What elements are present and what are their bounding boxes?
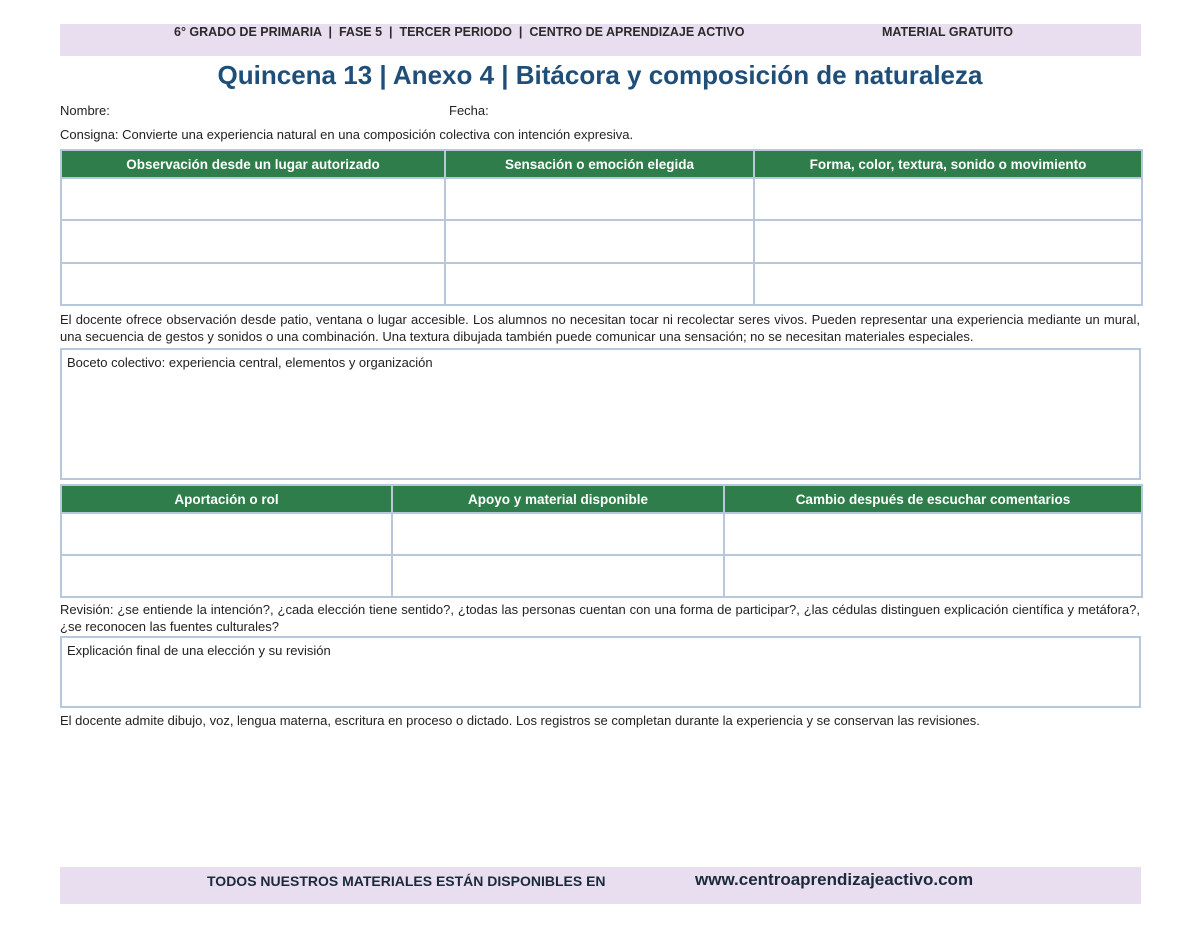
instruction-text: Consigna: Convierte una experiencia natural en una composición colectiva con intención expresiva. <box>60 127 634 142</box>
observation-table-header-row <box>61 150 1142 178</box>
table-row <box>61 178 1142 220</box>
table-cell[interactable] <box>61 220 445 263</box>
table-row <box>61 513 1142 555</box>
observation-table <box>60 149 1143 306</box>
change-column-header: Cambio después de escuchar comentarios <box>724 485 1142 513</box>
table-cell[interactable] <box>445 178 754 220</box>
review-questions-text: Revisión: ¿se entiende la intención?, ¿cada elección tiene sentido?, ¿todas las personas cuentan con una forma de participar?, ¿las cédulas distinguen explicación científica y metáfora?, ¿se reconocen las fuentes culturales? <box>60 602 1140 634</box>
table-cell[interactable] <box>392 513 724 555</box>
table-cell[interactable] <box>724 555 1142 597</box>
table-row <box>61 555 1142 597</box>
table-cell[interactable] <box>445 263 754 305</box>
sketch-box-label: Boceto colectivo: experiencia central, elementos y organización <box>67 355 433 370</box>
table-cell[interactable] <box>61 178 445 220</box>
footer-website-link[interactable]: www.centroaprendizajeactivo.com <box>695 870 974 889</box>
form-column-header: Forma, color, textura, sonido o movimiento <box>754 150 1142 178</box>
table-row <box>61 220 1142 263</box>
footer-text: TODOS NUESTROS MATERIALES ESTÁN DISPONIBLES EN <box>207 873 606 889</box>
table-cell[interactable] <box>724 513 1142 555</box>
final-explanation-box[interactable] <box>60 636 1141 708</box>
contribution-table <box>60 484 1143 598</box>
support-column-header: Apoyo y material disponible <box>392 485 724 513</box>
page-title: Quincena 13 | Anexo 4 | Bitácora y composición de naturaleza <box>217 60 983 90</box>
contribution-table-header-row <box>61 485 1142 513</box>
sketch-box[interactable] <box>60 348 1141 480</box>
emotion-column-header: Sensación o emoción elegida <box>445 150 754 178</box>
table-row <box>61 263 1142 305</box>
table-cell[interactable] <box>445 220 754 263</box>
table-cell[interactable] <box>754 263 1142 305</box>
observation-column-header: Observación desde un lugar autorizado <box>61 150 445 178</box>
closing-note-text: El docente admite dibujo, voz, lengua materna, escritura en proceso o dictado. Los registros se completan durante la experiencia y se conservan las revisiones. <box>60 713 980 728</box>
table-cell[interactable] <box>754 220 1142 263</box>
table-cell[interactable] <box>392 555 724 597</box>
teacher-guidance-text: El docente ofrece observación desde patio, ventana o lugar accesible. Los alumnos no necesitan tocar ni recolectar seres vivos. Pueden representar una experiencia mediante un mural, una secuencia de gestos y sonidos o una combinación. Una textura dibujada también puede comunicar una sensación; no se necesitan materiales especiales. <box>60 312 1140 344</box>
header-info: 6° GRADO DE PRIMARIA | FASE 5 | TERCER PERIODO | CENTRO DE APRENDIZAJE ACTIVO <box>174 25 745 39</box>
role-column-header: Aportación o rol <box>61 485 392 513</box>
table-cell[interactable] <box>61 263 445 305</box>
table-cell[interactable] <box>61 555 392 597</box>
final-explanation-label: Explicación final de una elección y su revisión <box>67 643 331 658</box>
name-field-label: Nombre: <box>60 103 110 118</box>
table-cell[interactable] <box>754 178 1142 220</box>
table-cell[interactable] <box>61 513 392 555</box>
header-free-label: MATERIAL GRATUITO <box>882 25 1014 39</box>
date-field-label: Fecha: <box>449 103 489 118</box>
